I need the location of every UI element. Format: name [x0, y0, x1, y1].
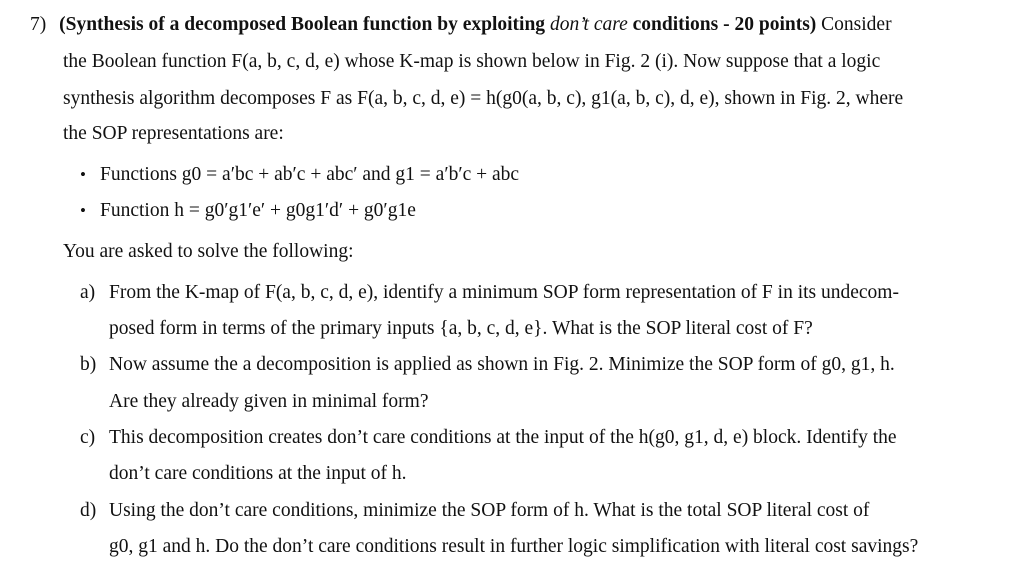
- part-a-line-1: From the K-map of F(a, b, c, d, e), identify a minimum SOP form representation of F in its undecom-: [109, 282, 899, 303]
- part-d-label: d): [80, 500, 97, 521]
- problem-line-2: the Boolean function F(a, b, c, d, e) whose K-map is shown below in Fig. 2 (i). Now suppose that a logic: [63, 51, 881, 72]
- bullet-function-h: Function h = g0′g1′e′ + g0g1′d′ + g0′g1e: [100, 200, 416, 221]
- problem-title-part2: conditions - 20 points): [632, 14, 817, 35]
- problem-line-3: synthesis algorithm decomposes F as F(a, b, c, d, e) = h(g0(a, b, c), g1(a, b, c), d, e), shown in Fig. 2, where: [63, 88, 904, 109]
- ask-line: You are asked to solve the following:: [63, 241, 354, 262]
- bullet-functions-g: Functions g0 = a′bc + ab′c + abc′ and g1 = a′b′c + abc: [100, 164, 520, 185]
- problem-number: 7): [30, 14, 47, 35]
- part-d-line-2: g0, g1 and h. Do the don’t care conditions result in further logic simplification with literal cost savings?: [109, 536, 919, 557]
- problem-title-italic: don’t care: [549, 14, 628, 35]
- bullet-dot-1: •: [80, 165, 86, 184]
- problem-title-part1: (Synthesis of a decomposed Boolean function by exploiting: [59, 14, 546, 35]
- part-c-line-2: don’t care conditions at the input of h.: [109, 463, 407, 484]
- problem-heading: [30, 13, 892, 37]
- part-a-label: a): [80, 282, 96, 303]
- problem-line-4: the SOP representations are:: [63, 123, 284, 144]
- part-b-label: b): [80, 354, 97, 375]
- part-d-line-1: Using the don’t care conditions, minimize the SOP form of h. What is the total SOP literal cost of: [109, 500, 870, 521]
- part-b-line-2: Are they already given in minimal form?: [109, 391, 429, 412]
- problem-intro-tail: Consider: [821, 14, 892, 35]
- part-c-label: c): [80, 427, 96, 448]
- part-a-line-2: posed form in terms of the primary inputs {a, b, c, d, e}. What is the SOP literal cost of F?: [109, 318, 813, 339]
- part-b-line-1: Now assume the a decomposition is applied as shown in Fig. 2. Minimize the SOP form of g0, g1, h.: [109, 354, 895, 375]
- part-c-line-1: This decomposition creates don’t care conditions at the input of the h(g0, g1, d, e) block. Identify the: [109, 427, 897, 448]
- bullet-dot-2: •: [80, 201, 86, 220]
